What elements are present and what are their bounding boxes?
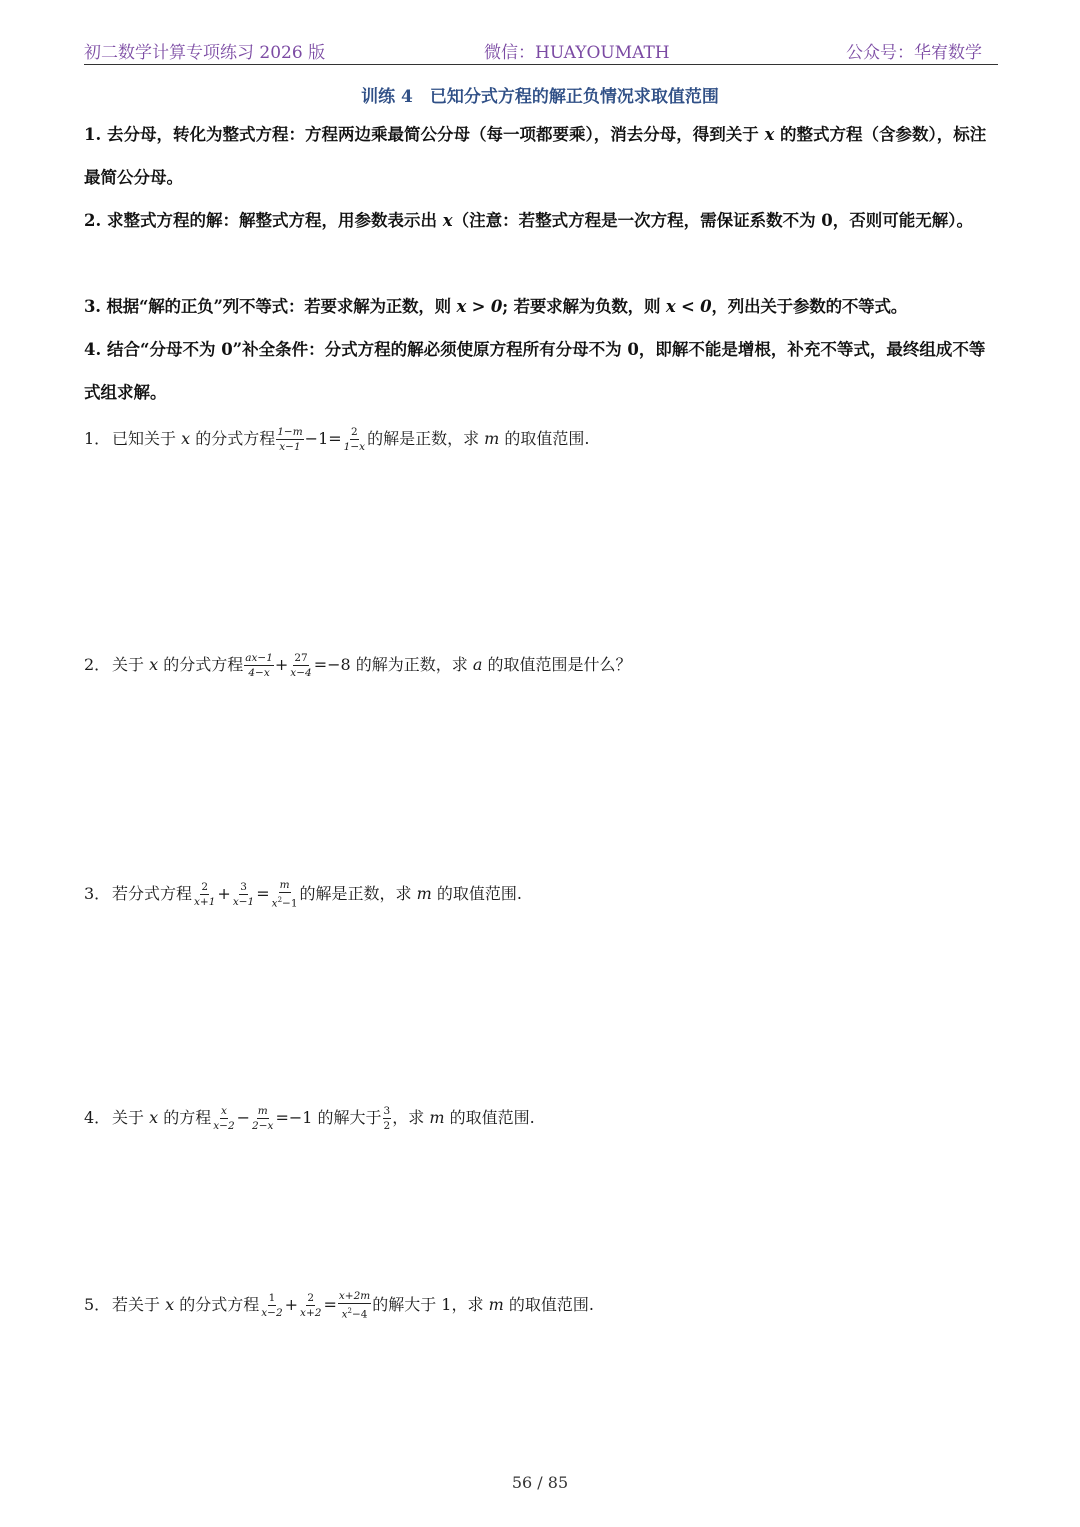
- problem-2: [84, 652, 632, 679]
- fraction-denominator: x−4: [290, 667, 312, 679]
- problem-5-parameter: m: [488, 1294, 504, 1314]
- problem-1-variable: x: [181, 429, 191, 448]
- fraction-numerator: x+2m: [338, 1290, 371, 1302]
- fraction-denominator: x−2: [213, 1120, 235, 1132]
- denominator-base: x: [341, 1308, 348, 1321]
- fraction: [193, 881, 216, 908]
- fraction-numerator: 3: [240, 880, 247, 893]
- problem-2-text: 的分式方程: [158, 655, 244, 674]
- fraction-numerator: m: [279, 879, 290, 891]
- fraction-denominator: 4−x: [248, 667, 270, 679]
- problem-5-text: 的取值范围.: [503, 1294, 594, 1314]
- operator: =: [323, 1294, 337, 1314]
- problem-1-text: 的分式方程: [190, 429, 276, 448]
- problem-2-variable: x: [149, 655, 159, 674]
- problem-3-text: 的取值范围.: [431, 883, 522, 903]
- operator: +: [217, 883, 231, 903]
- operator: −: [236, 1108, 251, 1127]
- operator: −1=: [304, 429, 342, 448]
- step-2-text-a: 2. 求整式方程的解：解整式方程，用参数表示出: [84, 211, 443, 230]
- problem-5-text: 若关于: [112, 1294, 166, 1314]
- problem-2-parameter: a: [472, 655, 483, 674]
- problem-1: [84, 426, 590, 453]
- header-center-text: 微信：HUAYOUMATH: [484, 43, 670, 63]
- fraction-denominator: 1−x: [343, 441, 366, 453]
- problem-1-parameter: m: [484, 429, 500, 448]
- fraction-numerator: 3: [383, 1105, 391, 1117]
- header-divider: [84, 64, 998, 65]
- page-number: 56 / 85: [511, 1473, 569, 1492]
- fraction: [299, 1292, 322, 1319]
- fraction-denominator: x−1: [232, 895, 255, 908]
- denominator-exponent: 2: [347, 1307, 352, 1315]
- fraction-denominator: x−1: [279, 441, 301, 453]
- problem-4-text: 的方程: [158, 1108, 212, 1127]
- fraction-denominator: [271, 893, 299, 910]
- fraction: [276, 426, 303, 453]
- header-right-text: 公众号：华宥数学: [846, 43, 982, 63]
- fraction-denominator: x−2: [261, 1306, 283, 1319]
- step-2-var: x: [442, 211, 453, 230]
- step-4: 4. 结合“分母不为 0”补全条件：分式方程的解必须使原方程所有分母不为 0，即解不能是增根，补充不等式，最终组成不等式组求解。: [84, 340, 986, 402]
- problem-3-parameter: m: [416, 883, 432, 903]
- denominator-exponent: 2: [277, 896, 283, 904]
- fraction: [260, 1292, 283, 1319]
- fraction-numerator: 1−m: [277, 426, 303, 438]
- fraction-denominator: x+1: [194, 895, 216, 908]
- fraction-numerator: 2: [307, 1291, 315, 1304]
- fraction: [338, 1290, 371, 1321]
- fraction: [383, 1105, 392, 1132]
- denominator-rest: −1: [282, 897, 298, 910]
- section-title: 训练 4 已知分式方程的解正负情况求取值范围: [361, 87, 719, 107]
- step-3-text-b: ; 若要求解为负数，则: [502, 297, 666, 316]
- problem-5-text: 的分式方程: [174, 1294, 260, 1314]
- problem-5-number: 5．: [84, 1294, 111, 1314]
- operator: =−1: [275, 1108, 313, 1127]
- operator: =: [256, 883, 270, 903]
- fraction-numerator: m: [257, 1105, 268, 1117]
- step-3-var-2: x < 0: [665, 297, 712, 316]
- problem-2-number: 2．: [84, 655, 111, 674]
- fraction-numerator: x: [220, 1105, 227, 1117]
- problem-5: [84, 1290, 594, 1321]
- header-left-text: 初二数学计算专项练习 2026 版: [84, 43, 326, 63]
- step-3-text-a: 3. 根据“解的正负”列不等式：若要求解为正数，则: [84, 297, 457, 316]
- fraction: [232, 881, 255, 908]
- problem-4-text: ，求: [392, 1108, 430, 1127]
- fraction: [343, 426, 366, 453]
- problem-4: [84, 1105, 535, 1132]
- problem-1-text: 的取值范围.: [499, 429, 590, 448]
- problem-4-text: 的解大于: [312, 1108, 382, 1127]
- step-1: [84, 113, 998, 199]
- fraction: [251, 1105, 274, 1132]
- problem-3-number: 3．: [84, 883, 111, 903]
- problem-5-text: 的解大于 1，求: [372, 1294, 489, 1314]
- problem-3-text: 的解是正数，求: [299, 883, 417, 903]
- denominator-base: x: [271, 897, 278, 910]
- step-1-var: x: [764, 125, 775, 144]
- step-3-var-1: x > 0: [456, 297, 503, 316]
- problem-1-number: 1．: [84, 429, 111, 448]
- operator: =−8: [313, 655, 351, 674]
- fraction-numerator: 27: [294, 652, 308, 664]
- problem-2-text: 的取值范围是什么？: [482, 655, 632, 674]
- step-2-text-b: （注意：若整式方程是一次方程，需保证系数不为 0，否则可能无解）。: [452, 211, 974, 230]
- fraction-denominator: 2−x: [252, 1120, 274, 1132]
- denominator-rest: −4: [351, 1308, 368, 1321]
- fraction: [244, 652, 274, 679]
- operator: +: [274, 655, 289, 674]
- step-2: [84, 199, 998, 242]
- fraction: [271, 879, 299, 910]
- problem-4-text: 的取值范围.: [444, 1108, 535, 1127]
- problem-3-text: 若分式方程: [112, 883, 193, 903]
- problem-1-text: 的解是正数，求: [367, 429, 485, 448]
- problem-5-variable: x: [165, 1294, 175, 1314]
- fraction-numerator: ax−1: [245, 652, 273, 664]
- problem-2-text: 关于: [112, 655, 150, 674]
- problem-4-text: 关于: [112, 1108, 150, 1127]
- step-3-text-c: ，列出关于参数的不等式。: [711, 297, 908, 316]
- fraction-numerator: 2: [201, 880, 209, 893]
- problem-2-text: 的解为正数，求: [350, 655, 473, 674]
- problem-4-variable: x: [149, 1108, 159, 1127]
- problem-4-number: 4．: [84, 1108, 111, 1127]
- step-1-text-a: 1. 去分母，转化为整式方程：方程两边乘最简公分母（每一项都要乘），消去分母，得到关于: [84, 125, 765, 144]
- operator: +: [284, 1294, 299, 1314]
- fraction-numerator: 1: [268, 1291, 276, 1304]
- fraction-denominator: [341, 1304, 369, 1321]
- fraction-denominator: 2: [383, 1120, 391, 1132]
- fraction: [289, 652, 312, 679]
- fraction-denominator: x+2: [300, 1306, 322, 1319]
- step-3: [84, 285, 998, 328]
- problem-4-parameter: m: [429, 1108, 445, 1127]
- step-1-text-b: 的整式方程（含参数），标注最简公分母。: [84, 125, 987, 187]
- fraction-numerator: 2: [351, 426, 358, 438]
- problem-1-text: 已知关于: [112, 429, 182, 448]
- problem-3: [84, 879, 522, 910]
- fraction: [212, 1105, 235, 1132]
